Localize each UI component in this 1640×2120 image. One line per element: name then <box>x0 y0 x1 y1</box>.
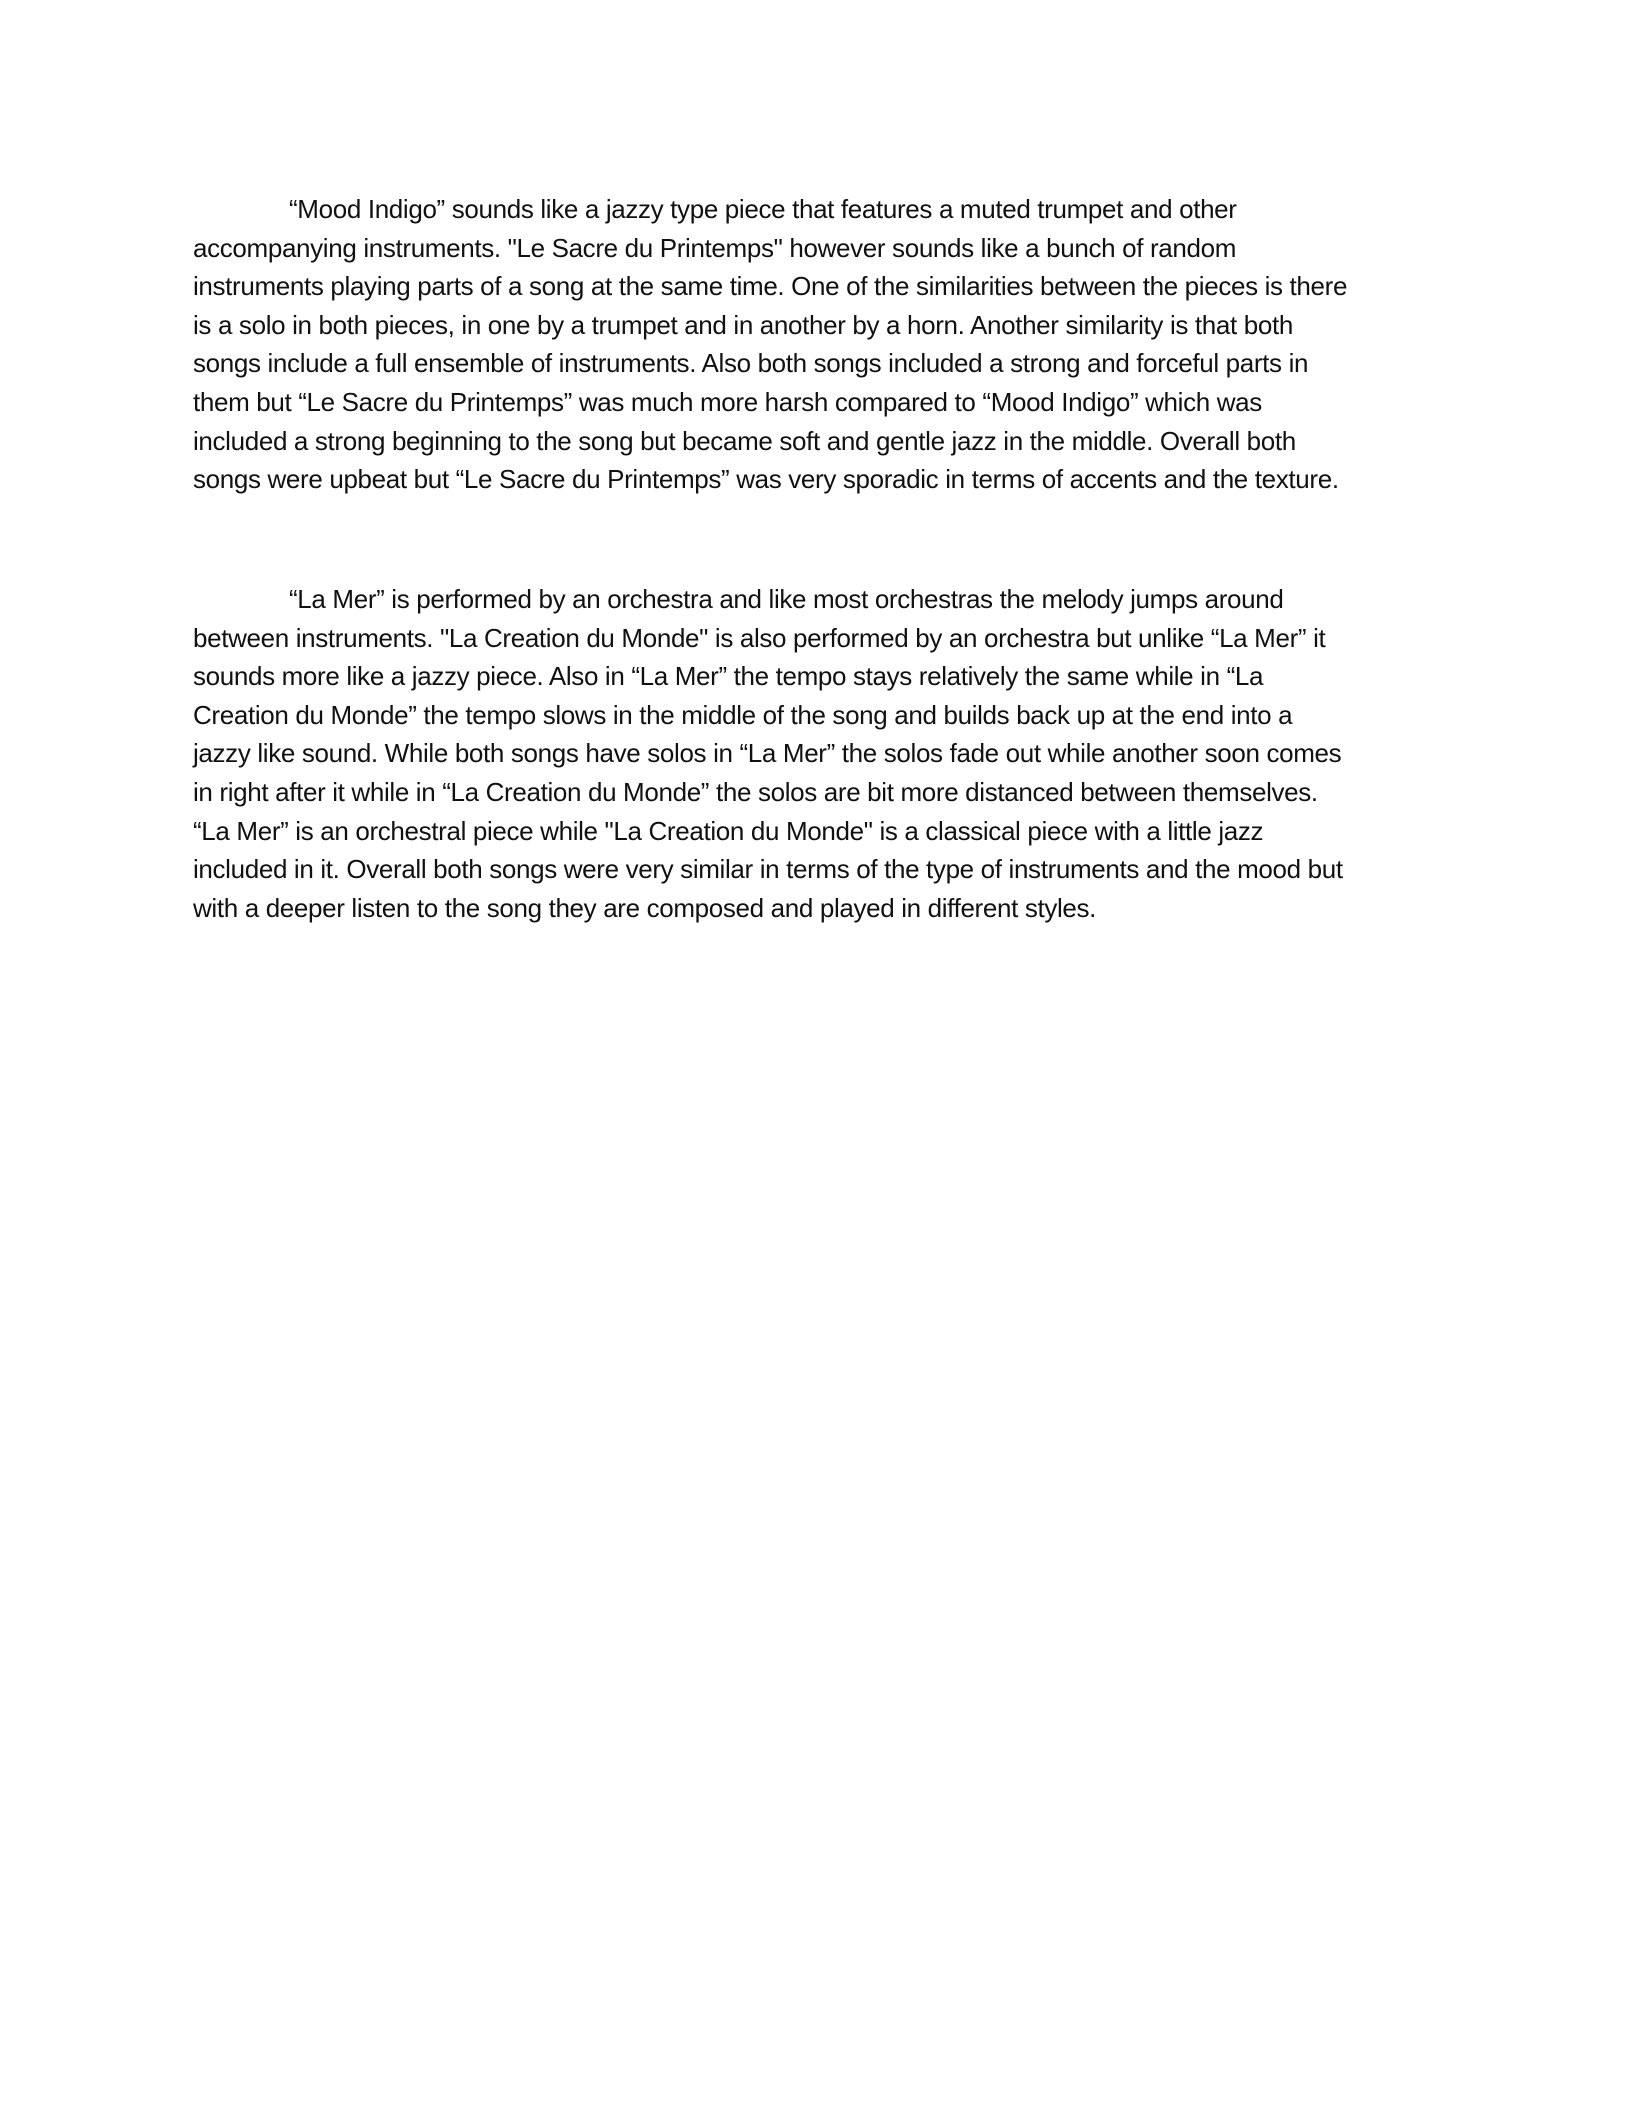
paragraph-mood-indigo-comparison <box>193 190 1443 499</box>
paragraph-line: accompanying instruments. "Le Sacre du Printemps" however sounds like a bunch of random <box>193 232 1237 263</box>
paragraph-line: included a strong beginning to the song but became soft and gentle jazz in the middle. Overall both <box>193 425 1296 456</box>
paragraph-line: them but “Le Sacre du Printemps” was much more harsh compared to “Mood Indigo” which was <box>193 386 1262 417</box>
paragraph-line: jazzy like sound. While both songs have solos in “La Mer” the solos fade out while another soon comes <box>193 738 1342 769</box>
paragraph-line: is a solo in both pieces, in one by a trumpet and in another by a horn. Another similarity is that both <box>193 309 1293 340</box>
paragraph-line: Creation du Monde” the tempo slows in the middle of the song and builds back up at the end into a <box>193 699 1293 730</box>
paragraph-line: songs were upbeat but “Le Sacre du Printemps” was very sporadic in terms of accents and the texture. <box>193 464 1339 495</box>
paragraph-line: with a deeper listen to the song they are composed and played in different styles. <box>193 892 1097 923</box>
paragraph-line: included in it. Overall both songs were very similar in terms of the type of instruments and the mood but <box>193 854 1343 885</box>
paragraph-line: instruments playing parts of a song at the same time. One of the similarities between the pieces is there <box>193 271 1348 302</box>
paragraph-line: “La Mer” is performed by an orchestra and like most orchestras the melody jumps around <box>289 584 1284 614</box>
paragraph-line: “La Mer” is an orchestral piece while "La Creation du Monde" is a classical piece with a little jazz <box>193 815 1264 846</box>
paragraph-line: sounds more like a jazzy piece. Also in “La Mer” the tempo stays relatively the same while in “La <box>193 661 1264 692</box>
paragraph-la-mer-comparison <box>193 580 1443 927</box>
paragraph-line: “Mood Indigo” sounds like a jazzy type piece that features a muted trumpet and other <box>289 194 1237 224</box>
paragraph-line: in right after it while in “La Creation du Monde” the solos are bit more distanced between themselves. <box>193 776 1318 807</box>
paragraph-line: between instruments. "La Creation du Monde" is also performed by an orchestra but unlike “La Mer” it <box>193 622 1326 653</box>
paragraph-line: songs include a full ensemble of instruments. Also both songs included a strong and forceful parts in <box>193 348 1309 379</box>
